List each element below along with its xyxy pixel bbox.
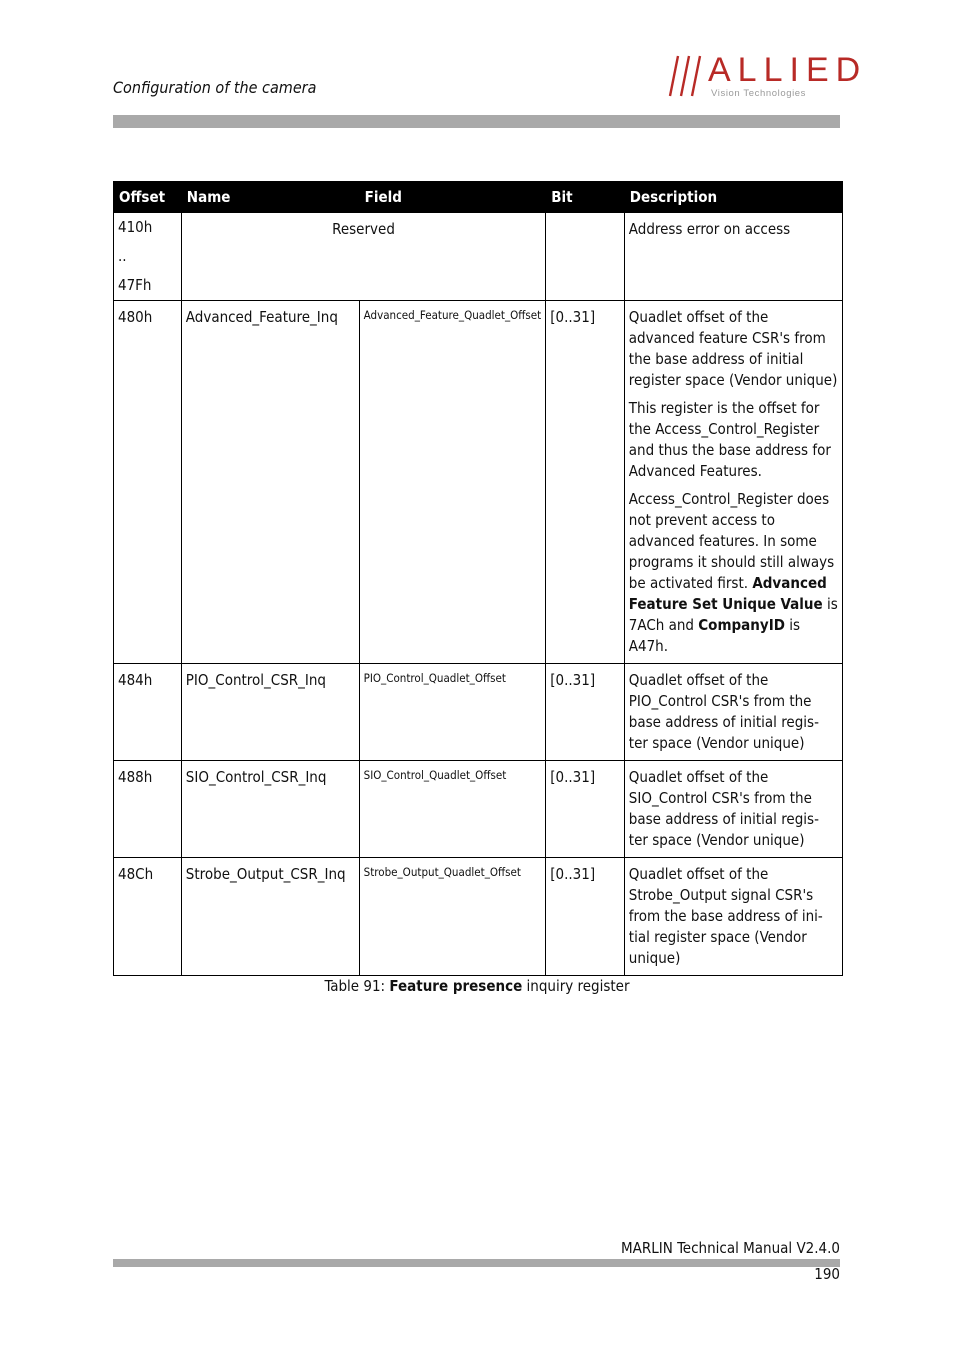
table-row [114, 301, 843, 664]
field-cell: PIO_Control_Quadlet_Offset [359, 664, 546, 761]
offset-cell: 488h [114, 761, 182, 858]
description-paragraph [629, 489, 838, 657]
description-text: is 7ACh and [628, 595, 838, 634]
column-header-description: Description [624, 182, 842, 213]
logo-slashes-icon [668, 52, 708, 98]
bit-cell: [0..31] [546, 761, 625, 858]
field-cell: Advanced_Feature_Quadlet_Offset [359, 301, 546, 664]
table-row [114, 858, 843, 976]
name-cell: Strobe_Output_CSR_Inq [181, 858, 359, 976]
description-text: Access_Control_Register does not prevent access to advanced features. In some programs it should still always be activated first. [628, 490, 835, 592]
page-number: 190 [814, 1265, 840, 1283]
offset-start: 410h [118, 218, 153, 236]
name-cell: SIO_Control_CSR_Inq [181, 761, 359, 858]
description-cell: Quadlet offset of the SIO_Control CSR's from the base address of initial regis-ter space (Vendor unique) [624, 761, 842, 858]
column-header-name: Name [181, 182, 359, 213]
offset-range-dots: .. [118, 247, 127, 265]
name-cell: Advanced_Feature_Inq [181, 301, 359, 664]
description-bold-term: Advanced Feature Set Unique Value [628, 574, 827, 613]
allied-logo [668, 51, 868, 102]
bit-cell [546, 213, 625, 301]
footer-title: MARLIN Technical Manual V2.4.0 [621, 1239, 840, 1257]
logo-subtitle: Vision Technologies [711, 88, 807, 99]
offset-end: 47Fh [118, 276, 152, 294]
caption-suffix: inquiry register [522, 977, 630, 995]
name-cell: PIO_Control_CSR_Inq [181, 664, 359, 761]
description-bold-term: CompanyID [698, 616, 785, 634]
header-title: Configuration of the camera [113, 78, 317, 97]
offset-cell: 48Ch [114, 858, 182, 976]
table-header-row [114, 182, 843, 213]
description-cell: Quadlet offset of the PIO_Control CSR's from the base address of initial regis-ter space (Vendor unique) [624, 664, 842, 761]
bit-cell: [0..31] [546, 858, 625, 976]
register-table [113, 181, 843, 976]
header-divider [113, 115, 840, 128]
description-cell [624, 301, 842, 664]
logo-word: ALLIED [708, 51, 868, 89]
column-header-bit: Bit [546, 182, 625, 213]
description-paragraph: Quadlet offset of the advanced feature CSR's from the base address of initial register space (Vendor unique) [628, 308, 838, 389]
description-paragraph: This register is the offset for the Access_Control_Register and thus the base address for Advanced Features. [628, 399, 831, 480]
field-cell: SIO_Control_Quadlet_Offset [359, 761, 546, 858]
column-header-field: Field [359, 182, 546, 213]
column-header-offset: Offset [114, 182, 182, 213]
table-row-reserved [114, 213, 843, 301]
offset-cell: 480h [114, 301, 182, 664]
reserved-label: Reserved [181, 213, 545, 301]
description-cell: Address error on access [624, 213, 842, 301]
bit-cell: [0..31] [546, 301, 625, 664]
offset-cell [114, 213, 182, 301]
field-cell: Strobe_Output_Quadlet_Offset [359, 858, 546, 976]
caption-prefix: Table 91: [324, 977, 390, 995]
footer-divider [113, 1259, 840, 1267]
description-cell: Quadlet offset of the Strobe_Output signal CSR's from the base address of ini-tial register space (Vendor unique) [624, 858, 842, 976]
table-row [114, 664, 843, 761]
table-caption [0, 977, 954, 995]
caption-bold: Feature presence [389, 977, 523, 995]
description-text: is A47h. [628, 616, 800, 655]
offset-cell: 484h [114, 664, 182, 761]
table-row [114, 761, 843, 858]
bit-cell: [0..31] [546, 664, 625, 761]
